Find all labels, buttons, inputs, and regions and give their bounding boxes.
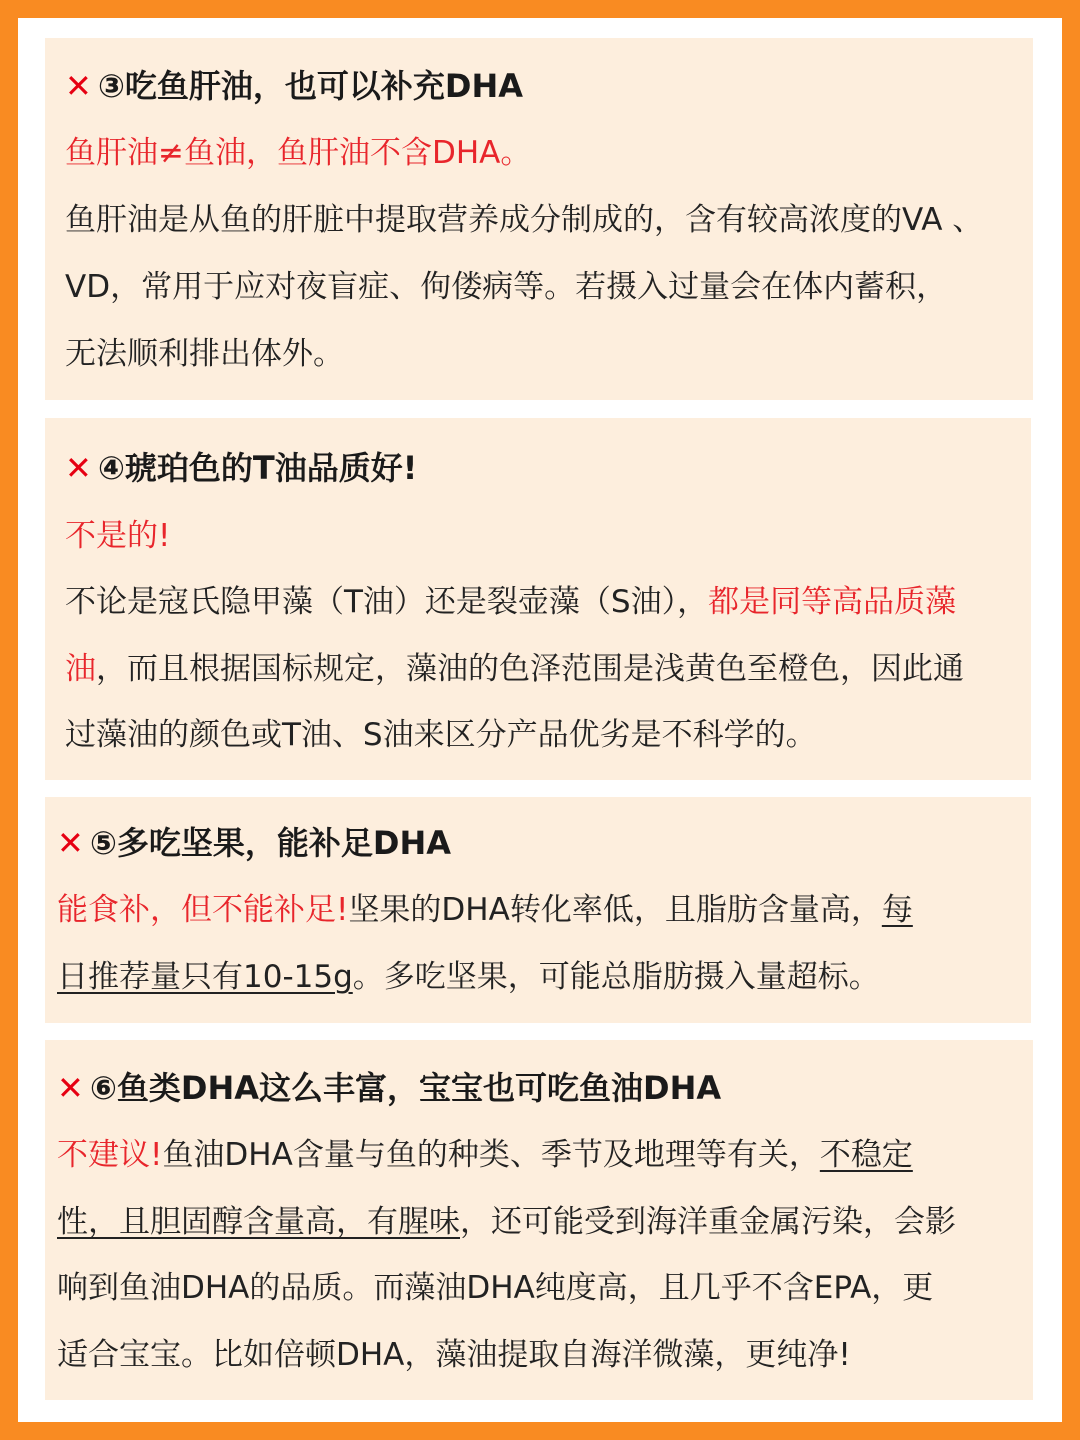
myth-heading (57, 1068, 721, 1108)
myth-card-3 (45, 38, 1033, 400)
body-text: 鱼油DHA含量与鱼的种类、季节及地理等有关， (162, 1137, 820, 1173)
myth-title: ⑥鱼类DHA这么丰富，宝宝也可吃鱼油DHA (89, 1069, 722, 1107)
highlight-text: 油 (65, 651, 96, 687)
body-line (65, 582, 956, 622)
cross-icon: ✕ (57, 1069, 84, 1107)
underlined-text: 性，且胆固醇含量高，有腥味 (57, 1204, 460, 1240)
body-line (57, 1202, 956, 1242)
underlined-text: 每 (881, 892, 913, 928)
myth-card-4 (45, 418, 1031, 780)
body-line (65, 649, 964, 689)
body-line: 过藻油的颜色或T油、S油来区分产品优劣是不科学的。 (65, 717, 817, 753)
body-line (57, 1135, 913, 1175)
body-line (57, 957, 880, 997)
body-text: 。多吃坚果，可能总脂肪摄入量超标。 (352, 959, 880, 995)
cross-icon: ✕ (65, 449, 92, 487)
myth-card-5 (45, 797, 1031, 1023)
myth-answer: 不是的! (65, 518, 171, 554)
myth-heading (65, 448, 417, 488)
body-line: VD，常用于应对夜盲症、佝偻病等。若摄入过量会在体内蓄积， (65, 269, 948, 305)
highlight-text: 都是同等高品质藻 (708, 584, 957, 620)
myth-heading (57, 823, 451, 863)
myth-heading (65, 66, 523, 106)
body-line (57, 890, 913, 930)
body-text: ，而且根据国标规定，藻油的色泽范围是浅黄色至橙色，因此通 (96, 651, 964, 687)
body-line: 无法顺利排出体外。 (65, 336, 344, 372)
cross-icon: ✕ (65, 67, 92, 105)
myth-answer: 鱼肝油≠鱼油，鱼肝油不含DHA。 (65, 135, 532, 171)
cross-icon: ✕ (57, 824, 84, 862)
myth-title: ⑤多吃坚果，能补足DHA (89, 824, 452, 862)
body-line: 响到鱼油DHA的品质。而藻油DHA纯度高，且几乎不含EPA，更 (57, 1270, 934, 1306)
body-line: 适合宝宝。比如倍顿DHA，藻油提取自海洋微藻，更纯净! (57, 1337, 851, 1373)
underlined-text: 不稳定 (819, 1137, 913, 1173)
myth-answer: 不建议! (57, 1137, 163, 1173)
myth-card-6 (45, 1040, 1033, 1400)
body-text: 不论是寇氏隐甲藻（T油）还是裂壶藻（S油）， (65, 584, 709, 620)
myth-answer: 能食补，但不能补足! (57, 892, 349, 928)
body-text: 坚果的DHA转化率低，且脂肪含量高， (348, 892, 882, 928)
body-line: 鱼肝油是从鱼的肝脏中提取营养成分制成的，含有较高浓度的VA 、 (65, 202, 984, 238)
body-text: ，还可能受到海洋重金属污染，会影 (460, 1204, 956, 1240)
myth-title: ③吃鱼肝油，也可以补充DHA (97, 67, 524, 105)
myth-title: ④琥珀色的T油品质好! (97, 449, 418, 487)
underlined-text: 日推荐量只有10-15g (57, 959, 353, 995)
